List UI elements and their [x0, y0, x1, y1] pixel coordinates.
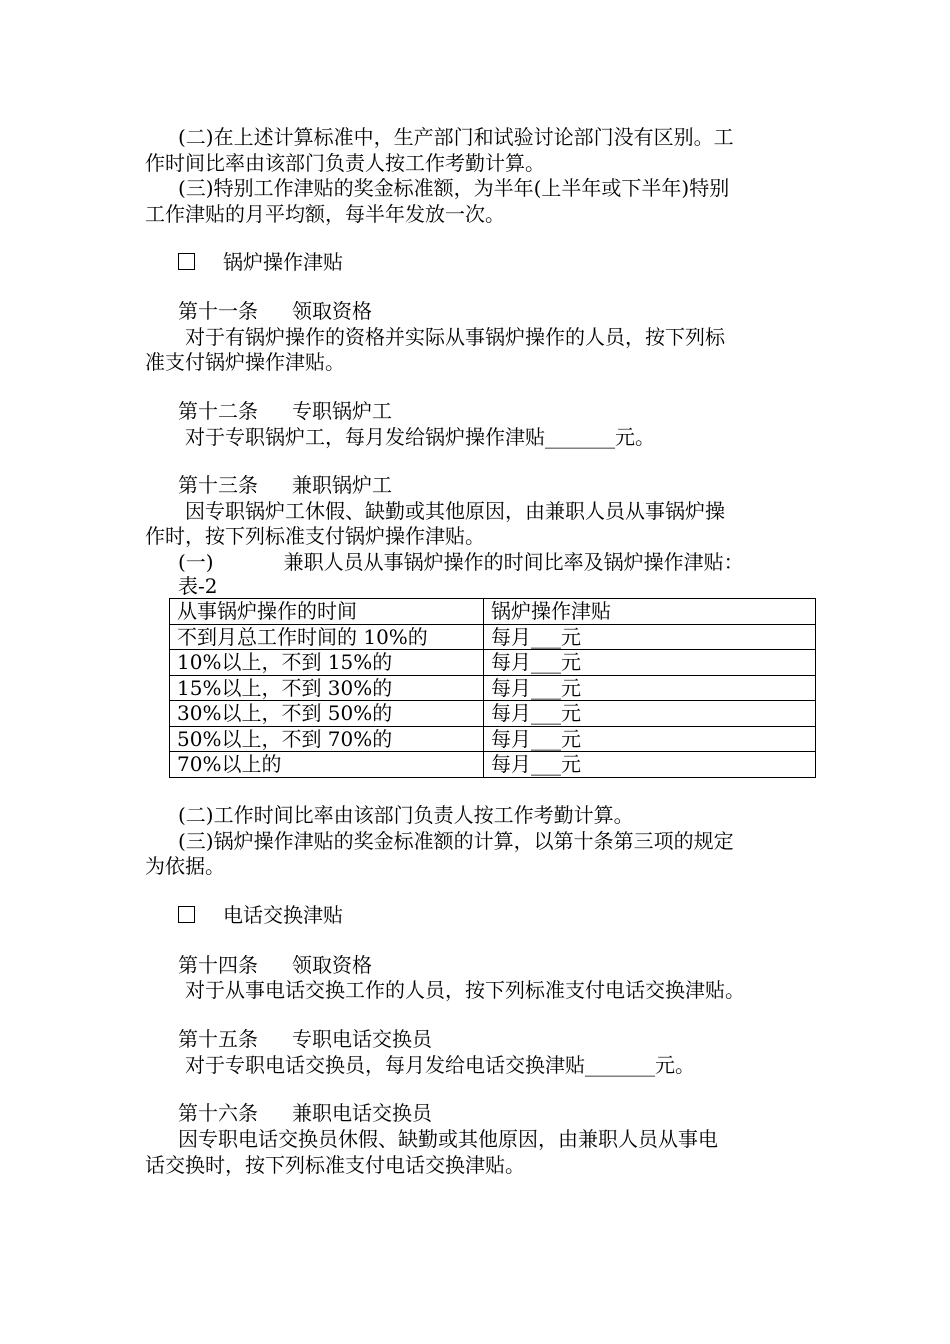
article-number: 第十二条 [178, 399, 258, 423]
table-header-cell: 锅炉操作津贴 [484, 599, 816, 625]
table-cell: 50%以上，不到 70%的 [170, 726, 484, 752]
table-cell: 10%以上，不到 15%的 [170, 650, 484, 676]
table-header-cell: 从事锅炉操作的时间 [170, 599, 484, 625]
paragraph-line: (二)工作时间比率由该部门负责人按工作考勤计算。 [178, 803, 634, 827]
paragraph-line: 因专职电话交换员休假、缺勤或其他原因，由兼职人员从事电 [178, 1127, 718, 1151]
article-title: 领取资格 [292, 299, 372, 323]
section-heading-phone [178, 902, 343, 928]
table-cell: 每月___元 [484, 701, 816, 727]
article-12-heading [178, 398, 392, 424]
table-cell: 每月___元 [484, 726, 816, 752]
article-number: 第十四条 [178, 953, 258, 977]
table-cell: 每月___元 [484, 675, 816, 701]
article-title: 专职电话交换员 [292, 1027, 432, 1051]
table-row [170, 701, 816, 727]
paragraph-line: 对于专职电话交换员，每月发给电话交换津贴_______元。 [185, 1053, 695, 1077]
paragraph-line: 工作津贴的月平均额，每半年发放一次。 [145, 202, 505, 226]
paragraph-line: 为依据。 [145, 854, 225, 878]
article-15-heading [178, 1026, 432, 1052]
table-row [170, 752, 816, 778]
section-title: 锅炉操作津贴 [223, 250, 343, 274]
table-row [170, 624, 816, 650]
list-text: 兼职人员从事锅炉操作的时间比率及锅炉操作津贴： [283, 550, 744, 574]
paragraph-line: 作时，按下列标准支付锅炉操作津贴。 [145, 524, 485, 548]
checkbox-square-icon [178, 906, 195, 923]
table-caption: 表-2 [178, 574, 218, 598]
paragraph-line: (二)在上述计算标准中，生产部门和试验讨论部门没有区别。工 [178, 125, 734, 149]
paragraph-line: (三)锅炉操作津贴的奖金标准额的计算，以第十条第三项的规定 [178, 829, 734, 853]
article-title: 领取资格 [292, 953, 372, 977]
table-row [170, 675, 816, 701]
article-number: 第十六条 [178, 1101, 258, 1125]
paragraph-line: 对于有锅炉操作的资格并实际从事锅炉操作的人员，按下列标 [185, 325, 725, 349]
paragraph-line: 对于从事电话交换工作的人员，按下列标准支付电话交换津贴。 [185, 978, 745, 1002]
table-row [170, 726, 816, 752]
paragraph-line: 准支付锅炉操作津贴。 [145, 350, 345, 374]
list-item-1 [178, 549, 744, 575]
paragraph-line: 对于专职锅炉工，每月发给锅炉操作津贴_______元。 [185, 425, 655, 449]
table-cell: 不到月总工作时间的 10%的 [170, 624, 484, 650]
paragraph-line: (三)特别工作津贴的奖金标准额，为半年(上半年或下半年)特别 [178, 176, 730, 200]
article-title: 专职锅炉工 [292, 399, 392, 423]
table-cell: 30%以上，不到 50%的 [170, 701, 484, 727]
paragraph-line: 话交换时，按下列标准支付电话交换津贴。 [145, 1153, 525, 1177]
article-number: 第十三条 [178, 473, 258, 497]
section-title: 电话交换津贴 [223, 903, 343, 927]
table-cell: 每月___元 [484, 752, 816, 778]
table-header-row [170, 599, 816, 625]
table-cell: 每月___元 [484, 624, 816, 650]
table-cell: 15%以上，不到 30%的 [170, 675, 484, 701]
table-cell: 每月___元 [484, 650, 816, 676]
table-row [170, 650, 816, 676]
article-14-heading [178, 952, 372, 978]
article-title: 兼职锅炉工 [292, 473, 392, 497]
boiler-allowance-table [169, 598, 816, 778]
article-number: 第十五条 [178, 1027, 258, 1051]
article-16-heading [178, 1100, 432, 1126]
article-11-heading [178, 298, 372, 324]
list-number: (一) [178, 550, 214, 574]
article-13-heading [178, 472, 392, 498]
article-title: 兼职电话交换员 [292, 1101, 432, 1125]
paragraph-line: 因专职锅炉工休假、缺勤或其他原因，由兼职人员从事锅炉操 [185, 499, 725, 523]
section-heading-boiler [178, 249, 343, 275]
table-cell: 70%以上的 [170, 752, 484, 778]
paragraph-line: 作时间比率由该部门负责人按工作考勤计算。 [145, 151, 545, 175]
checkbox-square-icon [178, 253, 195, 270]
article-number: 第十一条 [178, 299, 258, 323]
